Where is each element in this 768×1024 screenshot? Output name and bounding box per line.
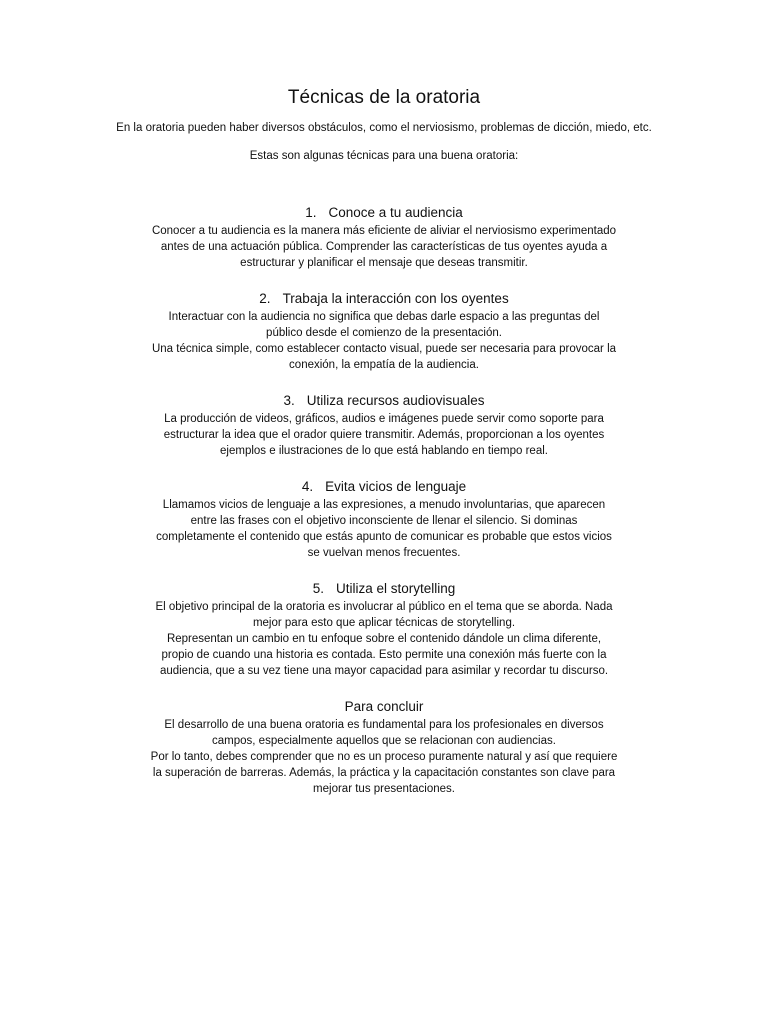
document-body <box>116 86 652 797</box>
section-heading <box>150 204 618 222</box>
section-title: Utiliza el storytelling <box>335 581 456 596</box>
conclusion-heading: Para concluir <box>344 699 424 714</box>
section-5 <box>150 580 618 679</box>
section-2 <box>150 290 618 373</box>
section-title: Conoce a tu audiencia <box>328 205 463 220</box>
section-number: 1. <box>305 205 317 220</box>
intro-subtitle: Estas son algunas técnicas para una buena oratoria: <box>249 150 519 162</box>
section-heading <box>150 392 618 410</box>
section-paragraph: Una técnica simple, como establecer contacto visual, puede ser necesaria para provocar la conexión, la empatía de la audiencia. <box>151 343 617 371</box>
section-paragraph: El objetivo principal de la oratoria es involucrar al público en el tema que se aborda. Nada mejor para esto que aplicar técnicas de storytelling. <box>155 601 613 629</box>
section-number: 4. <box>301 479 314 494</box>
section-heading <box>150 478 618 496</box>
section-heading <box>150 290 618 308</box>
conclusion-paragraph: Por lo tanto, debes comprender que no es un proceso puramente natural y así que requiere la superación de barreras. Además, la práctica y la capacitación constantes son clave para mejorar tus presentaciones. <box>150 751 618 795</box>
section-number: 5. <box>312 581 324 596</box>
section-paragraph: Interactuar con la audiencia no significa que debas darle espacio a las preguntas del público desde el comienzo de la presentación. <box>168 311 600 339</box>
intro-paragraph: En la oratoria pueden haber diversos obstáculos, como el nerviosismo, problemas de dicción, miedo, etc. <box>116 122 652 134</box>
section-heading <box>150 580 618 598</box>
section-3 <box>150 392 618 459</box>
section-paragraph: Representan un cambio en tu enfoque sobre el contenido dándole un clima diferente, propio de cuando una historia es contada. Esto permite una conexión más fuerte con la audiencia, que a su vez tiene una mayor capacidad para asimilar y recordar tu discurso. <box>159 633 609 677</box>
section-title: Evita vicios de lenguaje <box>325 479 467 494</box>
section-1 <box>150 204 618 271</box>
section-title: Trabaja la interacción con los oyentes <box>282 291 509 306</box>
document-title: Técnicas de la oratoria <box>287 87 481 108</box>
section-4 <box>150 478 618 561</box>
section-paragraph: Conocer a tu audiencia es la manera más eficiente de aliviar el nerviosismo experimentado antes de una actuación pública. Comprender las características de tus oyentes ayuda a estructurar y planificar el mensaje que deseas transmitir. <box>151 225 617 269</box>
conclusion-paragraph: El desarrollo de una buena oratoria es fundamental para los profesionales en diversos campos, especialmente aquellos que se relacionan con audiencias. <box>164 719 604 747</box>
section-paragraph: La producción de videos, gráficos, audios e imágenes puede servir como soporte para estructurar la idea que el orador quiere transmitir. Además, proporcionan a los oyentes ejemplos e ilustraciones de lo que está hablando en tiempo real. <box>163 413 605 457</box>
section-number: 3. <box>283 393 295 408</box>
section-title: Utiliza recursos audiovisuales <box>306 393 485 408</box>
section-number: 2. <box>259 291 271 306</box>
conclusion-section <box>150 698 618 797</box>
section-paragraph: Llamamos vicios de lenguaje a las expresiones, a menudo involuntarias, que aparecen entre las frases con el objetivo inconsciente de llenar el silencio. Si dominas completamente el contenido que estás apunto de comunicar es probable que estos vicios se vuelvan menos frecuentes. <box>156 499 612 559</box>
